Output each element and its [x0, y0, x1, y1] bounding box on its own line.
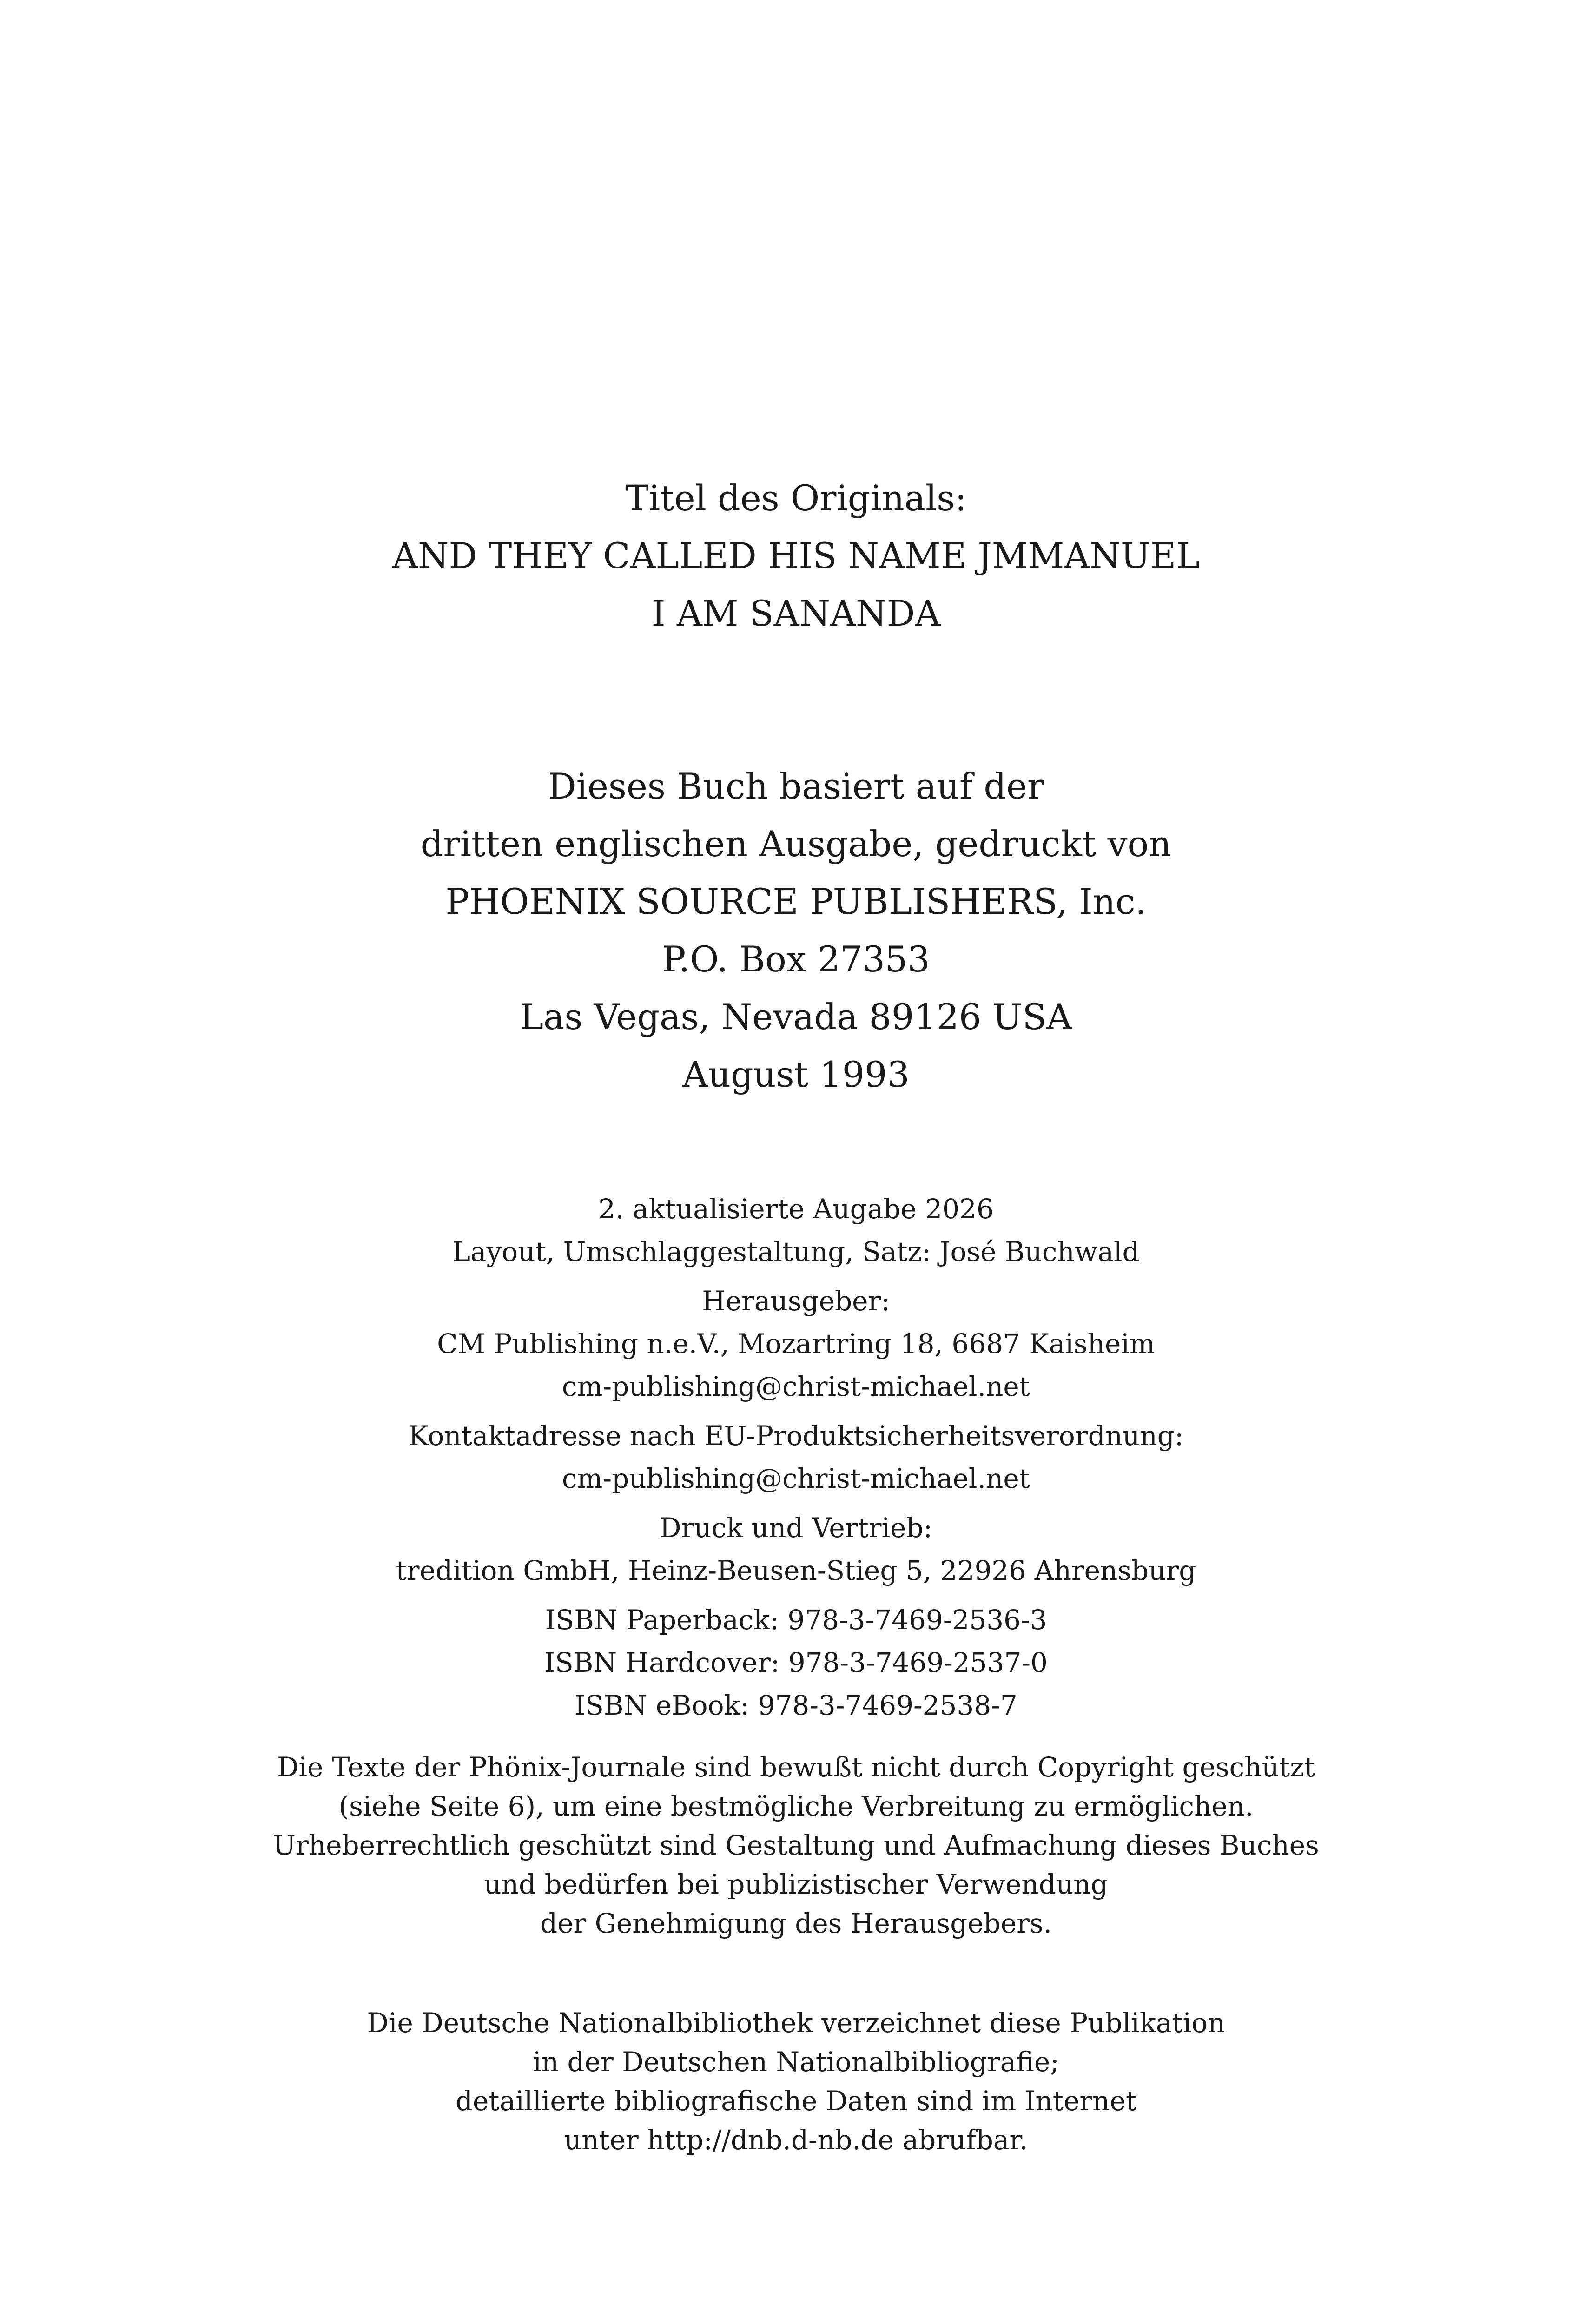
dnb-line: Die Deutsche Nationalbibliothek verzeichnet diese Publikation	[367, 2007, 1225, 2039]
source-edition-line: PHOENIX SOURCE PUBLISHERS, Inc.	[445, 881, 1147, 922]
original-title-line-1: AND THEY CALLED HIS NAME JMMANUEL	[392, 535, 1200, 576]
copyright-line: (siehe Seite 6), um eine bestmögliche Verbreitung zu ermöglichen.	[338, 1790, 1254, 1822]
edition-group	[0, 1188, 1592, 1273]
dnb-note	[0, 2003, 1592, 2159]
publisher-group	[0, 1280, 1592, 1408]
original-title-block	[0, 469, 1592, 642]
isbn-ebook: ISBN eBook: 978-3-7469-2538-7	[575, 1690, 1017, 1721]
layout-credit: Layout, Umschlaggestaltung, Satz: José Buchwald	[452, 1236, 1140, 1268]
source-edition-line: P.O. Box 27353	[662, 938, 930, 980]
isbn-hardcover: ISBN Hardcover: 978-3-7469-2537-0	[544, 1647, 1048, 1678]
copyright-line: der Genehmigung des Herausgebers.	[540, 1908, 1052, 1939]
source-edition-block	[0, 758, 1592, 1103]
copyright-line: und bedürfen bei publizistischer Verwendung	[484, 1868, 1108, 1900]
printing-address: tredition GmbH, Heinz-Beusen-Stieg 5, 22926 Ahrensburg	[396, 1555, 1196, 1586]
source-edition-line: Las Vegas, Nevada 89126 USA	[520, 996, 1072, 1037]
dnb-line: in der Deutschen Nationalbibliografie;	[533, 2046, 1059, 2078]
isbn-paperback: ISBN Paperback: 978-3-7469-2536-3	[545, 1604, 1047, 1636]
source-edition-line: August 1993	[682, 1054, 910, 1095]
printing-label: Druck und Vertrieb:	[659, 1512, 933, 1544]
contact-group	[0, 1414, 1592, 1500]
printing-group	[0, 1506, 1592, 1592]
isbn-group	[0, 1598, 1592, 1727]
copyright-note	[0, 1748, 1592, 1943]
publisher-label: Herausgeber:	[702, 1285, 890, 1317]
original-title-line-2: I AM SANANDA	[651, 593, 941, 634]
imprint-block	[0, 1188, 1592, 1733]
dnb-line: unter http://dnb.d-nb.de abrufbar.	[564, 2124, 1028, 2156]
contact-label: Kontaktadresse nach EU-Produktsicherheitsverordnung:	[408, 1420, 1184, 1452]
source-edition-line: dritten englischen Ausgabe, gedruckt von	[420, 823, 1172, 865]
edition-text: 2. aktualisierte Augabe 2026	[598, 1193, 994, 1225]
publisher-email: cm-publishing@christ-michael.net	[562, 1371, 1030, 1402]
copyright-line: Die Texte der Phönix-Journale sind bewußt nicht durch Copyright geschützt	[277, 1751, 1315, 1783]
contact-email: cm-publishing@christ-michael.net	[562, 1463, 1030, 1494]
publisher-address: CM Publishing n.e.V., Mozartring 18, 6687 Kaisheim	[437, 1328, 1155, 1360]
source-edition-line: Dieses Buch basiert auf der	[548, 766, 1044, 807]
original-title-label: Titel des Originals:	[625, 477, 967, 519]
dnb-line: detaillierte bibliografische Daten sind im Internet	[455, 2085, 1137, 2117]
copyright-line: Urheberrechtlich geschützt sind Gestaltung und Aufmachung dieses Buches	[273, 1829, 1319, 1861]
